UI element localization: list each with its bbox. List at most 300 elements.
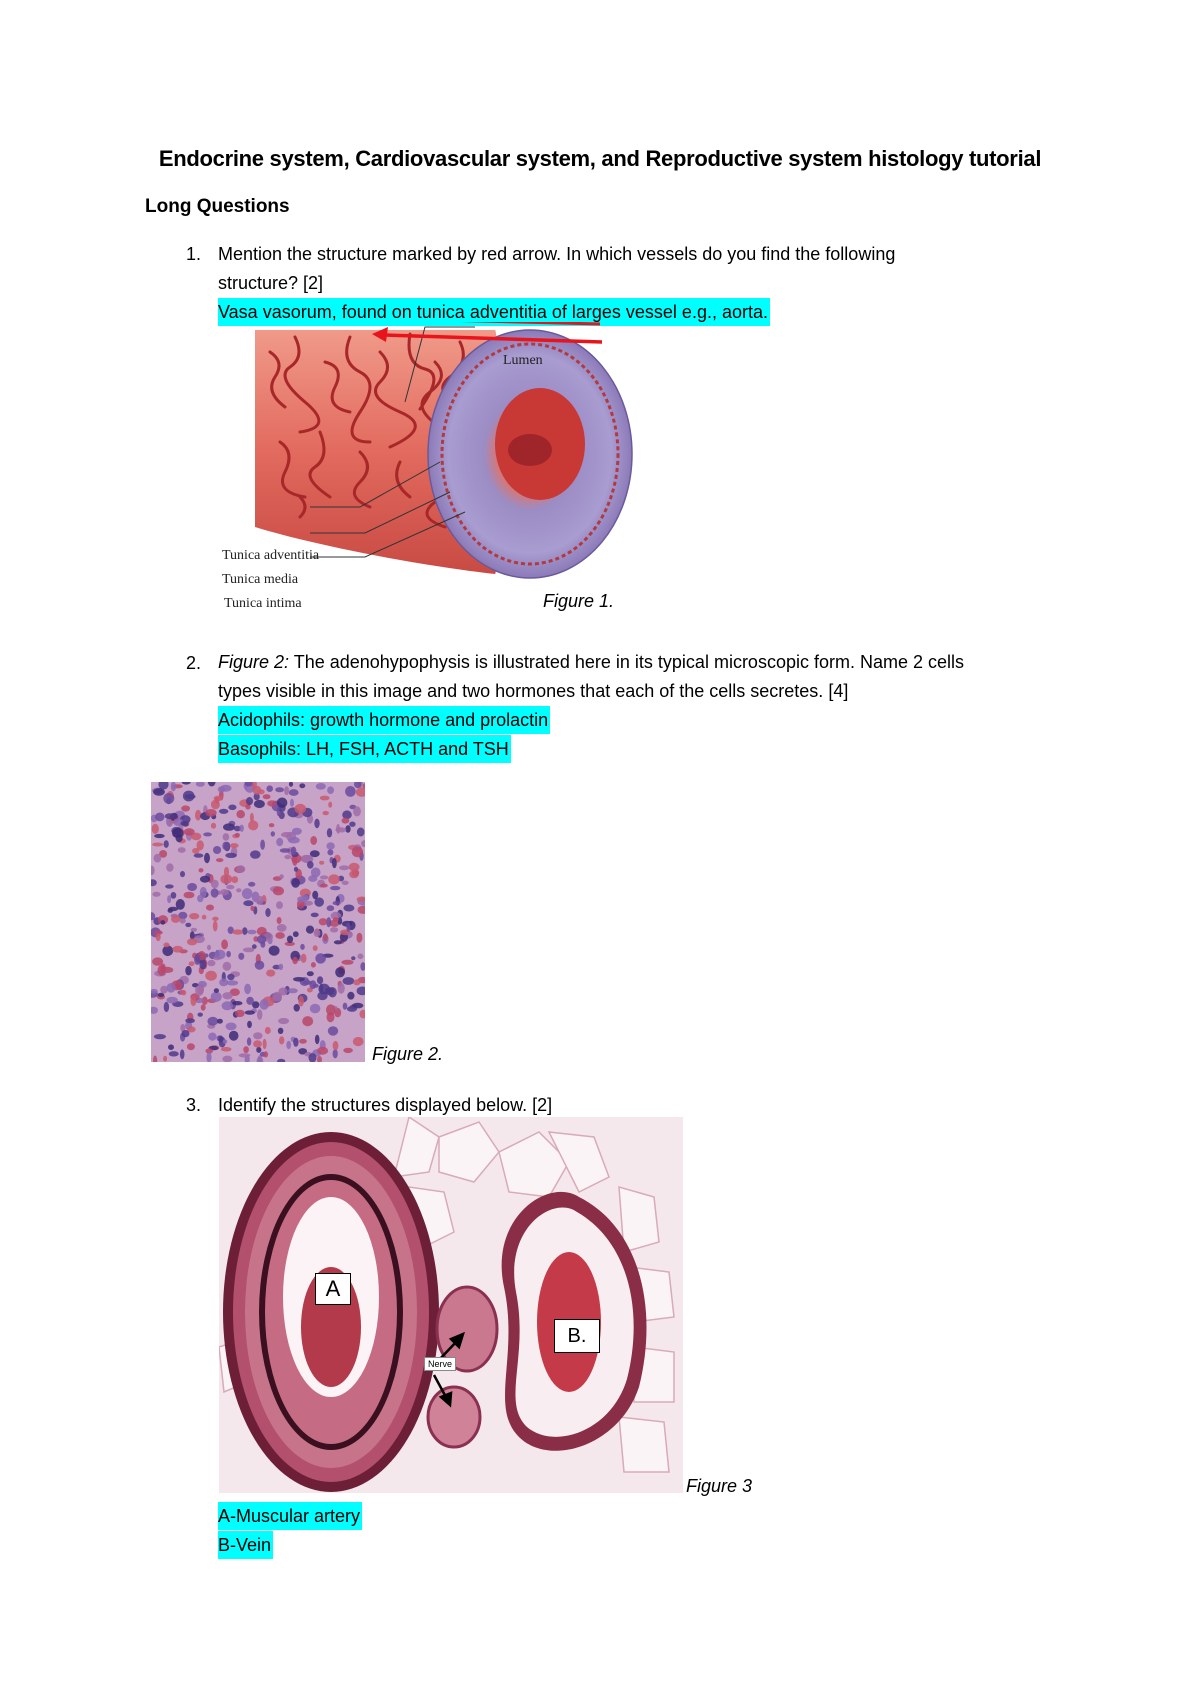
cell-nucleus [243, 948, 255, 953]
cell-nucleus [328, 802, 332, 808]
cell-nucleus [293, 931, 299, 937]
cell-nucleus [192, 848, 199, 854]
cell-nucleus [222, 842, 229, 850]
cell-nucleus [342, 818, 350, 824]
cell-nucleus [172, 828, 184, 838]
question-1-line-1: Mention the structure marked by red arrow. In which vessels do you find the following [218, 244, 896, 264]
cell-nucleus [163, 793, 174, 804]
lumen-label: Lumen [503, 353, 543, 368]
cell-nucleus [222, 1056, 232, 1062]
cell-nucleus [218, 786, 226, 792]
cell-nucleus [266, 785, 273, 792]
cell-nucleus [260, 840, 265, 850]
cell-nucleus [208, 1033, 217, 1041]
cell-nucleus [267, 800, 277, 806]
cell-nucleus [311, 962, 316, 968]
cell-nucleus [191, 928, 198, 932]
cell-nucleus [180, 918, 186, 923]
question-3-number: 3. [186, 1095, 202, 1115]
cell-nucleus [353, 806, 361, 816]
cell-nucleus [196, 782, 205, 787]
cell-nucleus [226, 980, 238, 985]
cell-nucleus [356, 933, 362, 943]
cell-nucleus [299, 1039, 307, 1044]
cell-nucleus [353, 1037, 364, 1046]
cell-nucleus [223, 1039, 228, 1043]
cell-nucleus [171, 782, 176, 791]
cell-nucleus [317, 1056, 322, 1062]
cell-nucleus [291, 878, 300, 888]
cell-nucleus [156, 933, 161, 941]
cell-nucleus [263, 1039, 267, 1049]
cell-nucleus [226, 885, 234, 890]
cell-nucleus [153, 1056, 157, 1063]
cell-nucleus [189, 961, 195, 966]
cell-nucleus [211, 992, 222, 1002]
cell-nucleus [225, 853, 237, 858]
cell-nucleus [307, 861, 314, 869]
cell-nucleus [207, 1017, 218, 1026]
cell-nucleus [239, 1053, 251, 1057]
cell-nucleus [260, 999, 269, 1010]
cell-nucleus [214, 988, 219, 993]
cell-nucleus [154, 1034, 166, 1039]
cell-nucleus [182, 1030, 190, 1037]
question-3-answers [218, 1502, 362, 1560]
cell-nucleus [222, 992, 232, 999]
cell-nucleus [255, 961, 265, 970]
cell-nucleus [300, 944, 305, 950]
cell-nucleus [254, 800, 265, 808]
cell-nucleus [320, 875, 328, 879]
cell-nucleus [232, 1001, 242, 1005]
cell-nucleus [211, 800, 220, 809]
cell-nucleus [326, 842, 334, 850]
cell-nucleus [257, 935, 266, 944]
cell-nucleus [164, 1002, 169, 1012]
cell-nucleus [253, 1032, 262, 1039]
cell-nucleus [235, 833, 240, 837]
cell-nucleus [347, 992, 354, 1000]
arrow-head [372, 327, 388, 342]
cell-nucleus [223, 962, 232, 971]
figure-3-caption: Figure 3 [686, 1476, 753, 1496]
figure-2-caption: Figure 2. [372, 1044, 444, 1064]
cell-nucleus [221, 1047, 232, 1052]
cell-nucleus [211, 880, 219, 889]
cell-nucleus [346, 922, 350, 932]
cell-nucleus [253, 1040, 262, 1047]
cell-nucleus [256, 896, 264, 905]
cell-nucleus [328, 874, 340, 884]
question-2-answer-2: Basophils: LH, FSH, ACTH and TSH [218, 735, 511, 763]
question-2-text [218, 648, 1118, 764]
cell-nucleus [172, 946, 183, 953]
cell-nucleus [165, 884, 174, 888]
cell-nucleus [250, 906, 254, 911]
cell-nucleus [353, 979, 360, 985]
cell-nucleus [292, 957, 298, 964]
cell-nucleus [248, 882, 255, 887]
cell-nucleus [236, 888, 241, 892]
cell-nucleus [257, 1009, 262, 1020]
cell-nucleus [203, 832, 212, 836]
cell-nucleus [307, 971, 314, 976]
cell-nucleus [299, 783, 305, 788]
question-2-figure-ref: Figure 2: [218, 652, 290, 672]
cell-nucleus [219, 809, 228, 814]
cell-nucleus [205, 809, 216, 817]
cell-nucleus [158, 993, 164, 997]
cell-nucleus [212, 917, 218, 921]
label-b-box: B. [554, 1319, 600, 1353]
cell-nucleus [312, 891, 318, 899]
cell-nucleus [323, 811, 329, 815]
cell-nucleus [202, 915, 207, 920]
cell-nucleus [278, 1018, 289, 1024]
cell-nucleus [201, 1004, 206, 1010]
cell-nucleus [316, 783, 326, 790]
cell-nucleus [295, 804, 307, 814]
cell-nucleus [279, 1036, 284, 1044]
cell-nucleus [171, 892, 177, 899]
cell-nucleus [317, 1047, 328, 1055]
cell-nucleus [292, 828, 302, 835]
cell-nucleus [293, 1038, 298, 1047]
cell-nucleus [357, 987, 365, 996]
cell-nucleus [290, 799, 294, 807]
lumen-blood [508, 434, 552, 466]
cell-nucleus [167, 983, 176, 993]
cell-nucleus [232, 876, 239, 883]
cell-nucleus [323, 933, 328, 941]
cell-nucleus [327, 849, 333, 855]
cell-nucleus [357, 828, 365, 837]
cell-nucleus [181, 805, 190, 811]
cell-nucleus [155, 813, 164, 822]
cell-nucleus [330, 927, 338, 932]
cell-nucleus [310, 1004, 321, 1014]
cell-nucleus [356, 787, 365, 797]
cell-nucleus [286, 1041, 291, 1049]
cell-nucleus [184, 828, 195, 835]
cell-nucleus [338, 983, 345, 994]
vasa-vasorum-arrow [370, 322, 610, 348]
cell-nucleus [288, 837, 300, 844]
cell-nucleus [345, 825, 350, 833]
cell-nucleus [152, 824, 159, 834]
cell-nucleus [187, 938, 197, 945]
cell-nucleus [204, 853, 210, 863]
cell-nucleus [278, 1028, 284, 1034]
cell-nucleus [226, 1023, 237, 1031]
cell-nucleus [200, 876, 210, 883]
cell-nucleus [185, 966, 191, 976]
cell-nucleus [349, 870, 359, 878]
cell-nucleus [343, 1003, 348, 1010]
cell-nucleus [343, 905, 354, 912]
cell-nucleus [314, 819, 319, 829]
cell-nucleus [351, 956, 355, 960]
cell-nucleus [166, 863, 173, 872]
cell-nucleus [333, 1041, 339, 1050]
cell-nucleus [195, 985, 204, 996]
document-title: Endocrine system, Cardiovascular system, and Reproductive system histology tutorial [158, 146, 1042, 171]
figure-2-drawing [151, 782, 365, 1062]
question-2-line-2: types visible in this image and two hormones that each of the cells secretes. [4] [218, 681, 849, 701]
cell-nucleus [167, 997, 178, 1004]
cell-nucleus [154, 834, 165, 838]
cell-nucleus [276, 838, 283, 847]
cell-nucleus [358, 906, 366, 914]
cell-nucleus [333, 917, 339, 921]
cell-nucleus [257, 927, 267, 936]
cell-nucleus [319, 984, 323, 992]
cell-nucleus [165, 813, 175, 819]
cell-nucleus [315, 1035, 320, 1045]
cell-nucleus [160, 920, 165, 925]
cell-nucleus [163, 943, 169, 948]
cell-nucleus [335, 827, 346, 832]
cell-nucleus [218, 1036, 223, 1043]
cell-nucleus [335, 967, 345, 977]
cell-nucleus [291, 847, 297, 856]
section-heading: Long Questions [145, 196, 290, 217]
cell-nucleus [187, 1043, 195, 1050]
cell-nucleus [246, 797, 253, 805]
cell-nucleus [207, 945, 211, 951]
cell-nucleus [223, 823, 235, 830]
figure-1-caption: Figure 1. [543, 591, 615, 611]
cell-nucleus [297, 896, 307, 902]
cell-nucleus [185, 794, 196, 799]
cell-nucleus [194, 954, 200, 965]
cell-nucleus [227, 974, 234, 980]
cell-nucleus [342, 881, 349, 885]
question-1-answer: Vasa vasorum, found on tunica adventitia of larges vessel e.g., aorta. [218, 298, 770, 326]
cell-nucleus [319, 861, 324, 865]
cell-nucleus [208, 782, 216, 787]
cell-nucleus [311, 868, 321, 878]
tunica-media-label: Tunica media [222, 572, 299, 587]
cell-nucleus [152, 843, 163, 847]
cell-nucleus [220, 889, 229, 895]
cell-nucleus [310, 836, 317, 845]
cell-nucleus [229, 1031, 239, 1041]
cell-nucleus [240, 825, 244, 832]
cell-nucleus [275, 932, 285, 939]
cell-nucleus [248, 820, 258, 830]
cell-nucleus [169, 1051, 179, 1056]
cell-nucleus [191, 996, 197, 1006]
cell-nucleus [310, 850, 320, 857]
cell-nucleus [222, 1001, 233, 1010]
cell-nucleus [154, 854, 162, 863]
cell-nucleus [235, 1010, 245, 1017]
cell-nucleus [314, 929, 321, 937]
cell-nucleus [342, 960, 354, 965]
cell-nucleus [361, 840, 365, 847]
cell-nucleus [278, 964, 283, 970]
cell-nucleus [330, 886, 340, 890]
cell-nucleus [180, 821, 187, 825]
cell-nucleus [151, 1007, 158, 1014]
cell-nucleus [360, 1010, 366, 1019]
cell-nucleus [152, 892, 160, 897]
cell-nucleus [288, 988, 298, 993]
cell-nucleus [213, 846, 221, 854]
cell-nucleus [243, 900, 253, 906]
cell-nucleus [245, 1010, 255, 1014]
cell-nucleus [189, 913, 199, 919]
cell-nucleus [158, 965, 166, 976]
cell-nucleus [257, 1057, 264, 1063]
cell-nucleus [244, 984, 251, 995]
cell-nucleus [298, 996, 304, 1007]
cell-nucleus [182, 782, 191, 785]
cell-nucleus [238, 953, 244, 960]
cell-nucleus [197, 895, 203, 903]
cell-nucleus [293, 977, 305, 982]
cell-nucleus [242, 927, 247, 935]
cell-nucleus [266, 970, 275, 977]
question-1-number: 1. [186, 244, 202, 264]
cell-nucleus [205, 971, 217, 981]
cell-nucleus [176, 899, 185, 910]
question-2-answer-1: Acidophils: growth hormone and prolactin [218, 706, 550, 734]
cell-nucleus [311, 913, 319, 918]
cell-nucleus [269, 823, 275, 827]
cell-nucleus [199, 959, 206, 970]
cell-nucleus [164, 840, 169, 848]
cell-nucleus [211, 888, 219, 897]
cell-nucleus [184, 892, 195, 899]
cell-nucleus [277, 798, 288, 808]
cell-nucleus [338, 917, 342, 924]
cell-nucleus [247, 1037, 251, 1045]
tunica-intima-label: Tunica intima [224, 596, 302, 611]
cell-nucleus [250, 850, 261, 858]
cell-nucleus [187, 883, 197, 891]
cell-nucleus [280, 848, 291, 853]
cell-nucleus [163, 1056, 167, 1062]
cell-nucleus [207, 960, 215, 966]
cell-nucleus [206, 905, 214, 911]
cell-nucleus [281, 832, 293, 838]
cell-nucleus [284, 855, 291, 860]
cell-nucleus [230, 843, 239, 848]
cell-nucleus [178, 847, 186, 853]
cell-nucleus [265, 1027, 271, 1034]
label-a-box: A [315, 1273, 351, 1305]
cell-nucleus [302, 1016, 313, 1026]
cell-nucleus [287, 936, 293, 944]
cell-nucleus [334, 940, 343, 944]
cell-nucleus [357, 954, 363, 960]
cell-nucleus [276, 901, 283, 909]
nerve-label: Nerve [424, 1357, 456, 1371]
cell-nucleus [247, 930, 256, 935]
question-3-answer-1: A-Muscular artery [218, 1502, 362, 1530]
cell-nucleus [246, 997, 254, 1005]
figure-2-micrograph [151, 782, 365, 1062]
cell-nucleus [320, 796, 330, 801]
nerve-lower [428, 1387, 480, 1447]
cell-nucleus [277, 924, 287, 932]
cell-nucleus [223, 833, 230, 841]
question-1-line-2: structure? [2] [218, 273, 324, 293]
cell-nucleus [168, 1044, 174, 1050]
cell-nucleus [242, 888, 253, 899]
cell-nucleus [347, 1006, 357, 1012]
cell-nucleus [256, 1047, 261, 1053]
cell-nucleus [220, 874, 232, 884]
cell-nucleus [327, 786, 334, 794]
cell-nucleus [289, 789, 299, 796]
cell-nucleus [343, 1048, 353, 1053]
cell-nucleus [185, 923, 191, 927]
cell-nucleus [306, 926, 314, 934]
cell-nucleus [180, 1049, 185, 1059]
cell-nucleus [215, 950, 226, 960]
cell-nucleus [315, 953, 326, 963]
figure-3-drawing [219, 1117, 683, 1493]
cell-nucleus [360, 962, 365, 971]
cell-nucleus [226, 951, 231, 957]
cell-nucleus [216, 858, 223, 862]
question-1-text [218, 240, 1098, 327]
cell-nucleus [185, 1018, 195, 1023]
cell-nucleus [264, 1051, 269, 1057]
cell-nucleus [284, 786, 289, 795]
tunica-adventitia-label: Tunica adventitia [222, 548, 320, 563]
cell-nucleus [273, 886, 284, 895]
cell-nucleus [339, 865, 349, 870]
cell-nucleus [194, 853, 204, 857]
cell-nucleus [152, 957, 163, 965]
cell-nucleus [217, 1019, 223, 1024]
arrow-shaft [384, 335, 602, 342]
cell-nucleus [206, 1052, 211, 1062]
cell-nucleus [211, 823, 216, 829]
cell-nucleus [294, 867, 298, 872]
cell-nucleus [327, 905, 335, 911]
question-3-text: Identify the structures displayed below. [2] [218, 1095, 553, 1115]
cell-nucleus [328, 1026, 338, 1035]
cell-nucleus [167, 895, 171, 903]
cell-nucleus [349, 822, 355, 827]
cell-nucleus [294, 1004, 300, 1012]
cell-nucleus [180, 871, 185, 877]
cell-nucleus [345, 786, 356, 797]
cell-nucleus [343, 977, 355, 985]
cell-nucleus [313, 945, 318, 951]
figure-3-micrograph [219, 1117, 683, 1493]
cell-nucleus [151, 879, 157, 886]
cell-nucleus [319, 918, 328, 925]
cell-nucleus [352, 846, 363, 857]
question-3-answer-2: B-Vein [218, 1531, 273, 1559]
cell-nucleus [277, 917, 282, 924]
question-2-number: 2. [186, 653, 202, 673]
cell-nucleus [278, 988, 287, 996]
cell-nucleus [247, 1021, 252, 1028]
cell-nucleus [271, 831, 275, 836]
cell-nucleus [171, 915, 180, 923]
cell-nucleus [333, 1049, 338, 1058]
cell-nucleus [198, 1013, 203, 1017]
cell-nucleus [180, 990, 186, 994]
